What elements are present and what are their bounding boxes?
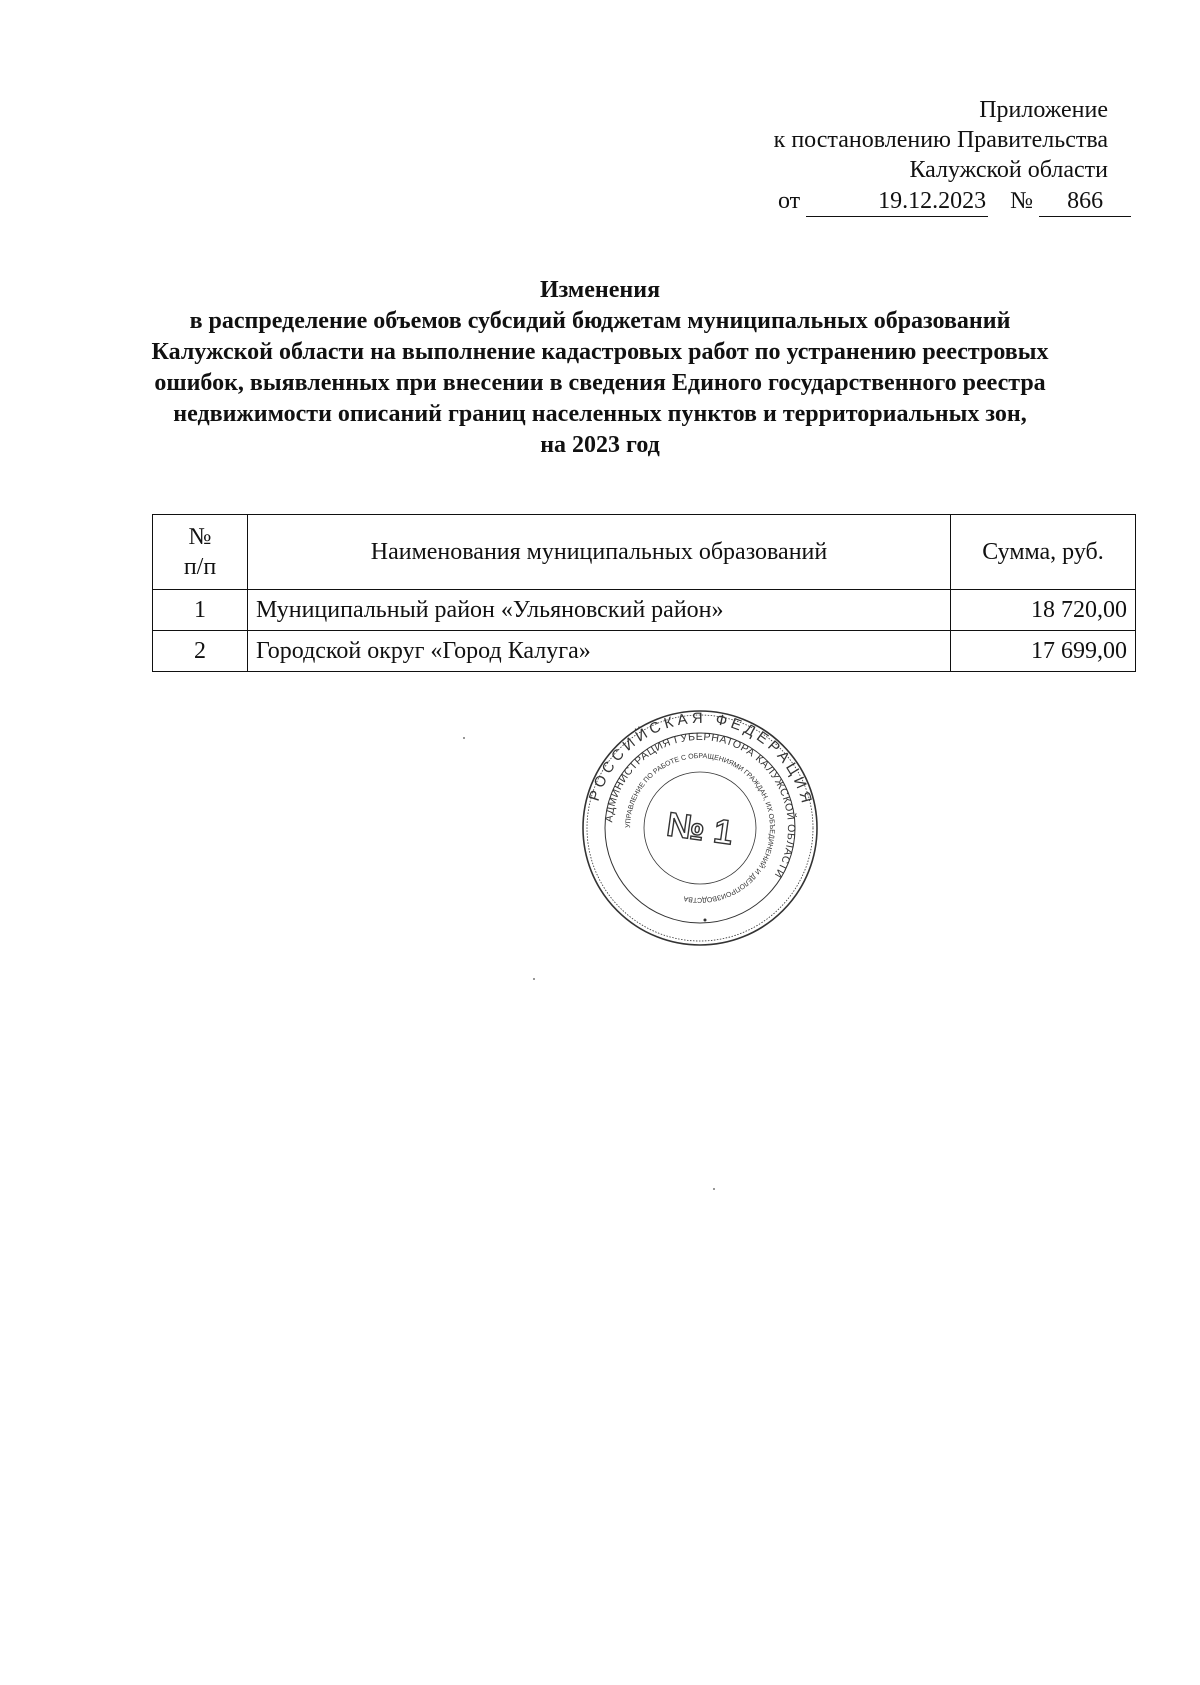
- seal-dot: [704, 919, 707, 922]
- title-line: Изменения: [539, 277, 661, 303]
- title-line: ошибок, выявленных при внесении в сведения Единого государственного реестра: [154, 370, 1046, 396]
- header-name: Наименования муниципальных образований: [248, 515, 951, 590]
- number-sign: №: [1010, 188, 1034, 214]
- row-number: 1: [153, 590, 248, 631]
- resolution-date-number: [778, 186, 1131, 217]
- appendix-block: [774, 95, 1108, 185]
- title-line: Калужской области на выполнение кадастровых работ по устранению реестровых: [151, 339, 1049, 365]
- table-row: [153, 590, 1136, 631]
- scan-speck: [463, 737, 465, 739]
- scan-speck: [713, 1188, 715, 1190]
- table-header-row: [153, 515, 1136, 590]
- header-number: [153, 515, 248, 590]
- title-line: на 2023 год: [540, 432, 660, 458]
- seal-outer-text: РОССИЙСКАЯ ФЕДЕРАЦИЯ: [585, 709, 816, 809]
- resolution-number: 866: [1039, 186, 1131, 217]
- seal-center-number: № 1: [664, 805, 736, 853]
- resolution-date: 19.12.2023: [806, 186, 988, 217]
- seal-ring-text: АДМИНИСТРАЦИЯ ГУБЕРНАТОРА КАЛУЖСКОЙ ОБЛАСТИ: [603, 730, 798, 881]
- date-prefix: от: [778, 188, 801, 214]
- seal-inner-text: УПРАВЛЕНИЕ ПО РАБОТЕ С ОБРАЩЕНИЯМИ ГРАЖДАН, ИХ ОБЪЕДИНЕНИЙ И ДЕЛОПРОИЗВОДСТВА: [624, 752, 776, 904]
- title-line: в распределение объемов субсидий бюджетам муниципальных образований: [189, 308, 1011, 334]
- appendix-reference: к постановлению Правительства: [773, 127, 1108, 153]
- table-row: [153, 631, 1136, 672]
- row-name: Муниципальный район «Ульяновский район»: [248, 590, 951, 631]
- row-sum: 17 699,00: [951, 631, 1136, 672]
- official-seal: [580, 708, 820, 948]
- header-number-pp: п/п: [183, 554, 217, 580]
- title-line: недвижимости описаний границ населенных пунктов и территориальных зон,: [173, 401, 1027, 427]
- appendix-heading: Приложение: [979, 97, 1108, 123]
- row-sum: 18 720,00: [951, 590, 1136, 631]
- row-name: Городской округ «Город Калуга»: [248, 631, 951, 672]
- appendix-region: Калужской области: [909, 157, 1108, 183]
- subsidy-table: [152, 514, 1136, 672]
- document-title: [120, 275, 1080, 461]
- row-number: 2: [153, 631, 248, 672]
- scan-speck: [533, 978, 535, 980]
- header-number-sign: №: [188, 524, 212, 550]
- header-sum: Сумма, руб.: [951, 515, 1136, 590]
